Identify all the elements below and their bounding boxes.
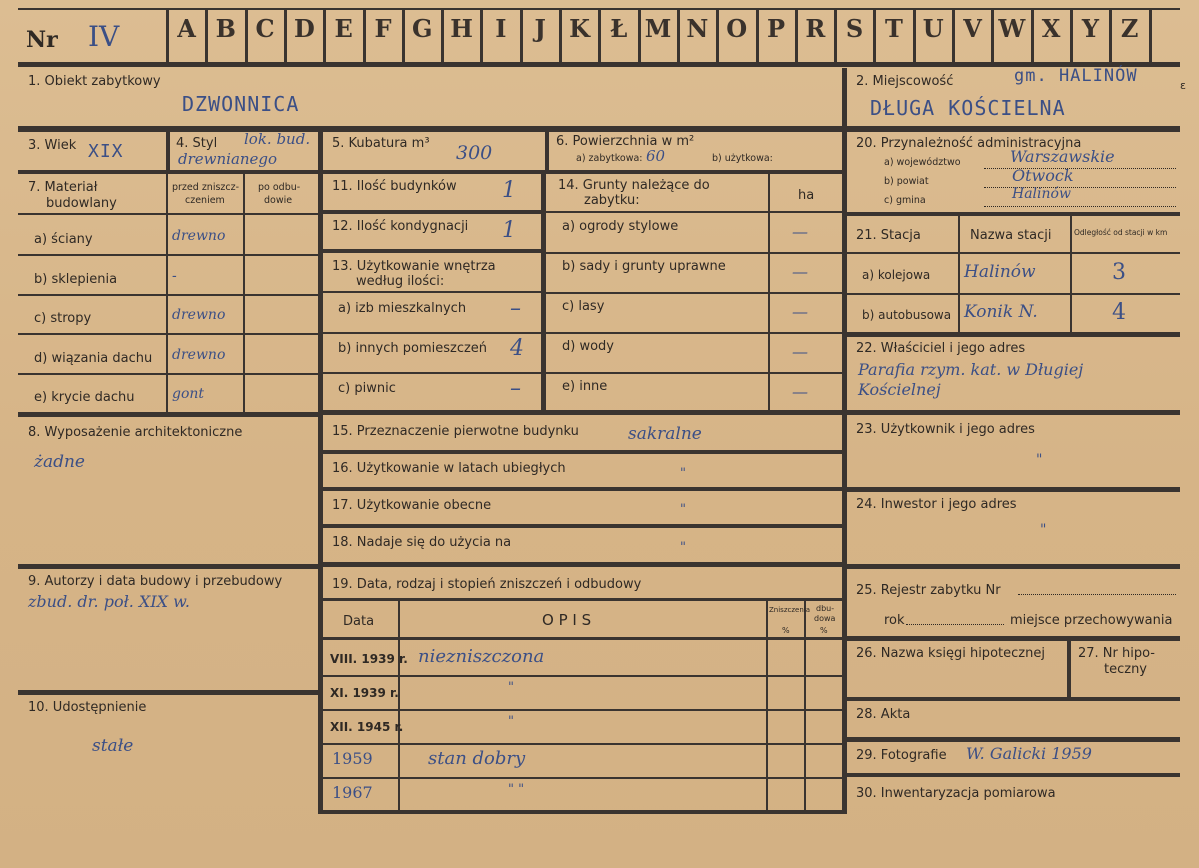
field-19-col-z2: % xyxy=(782,626,790,635)
letter-divider xyxy=(1149,10,1152,62)
index-letter-15: O xyxy=(726,14,748,43)
field-13-label2: według ilości: xyxy=(356,274,445,289)
field-11-label: 11. Ilość budynków xyxy=(332,179,457,194)
rule-16-17 xyxy=(323,487,842,491)
field-6-b-label: b) użytkowa: xyxy=(712,153,773,164)
field-5-value: 300 xyxy=(456,142,493,164)
rule-24-25 xyxy=(847,564,1180,569)
rule-14-15 xyxy=(323,410,842,415)
index-letter-21: V xyxy=(963,14,982,43)
field-2-value: DŁUGA KOŚCIELNA xyxy=(870,96,1066,120)
field-4-label: 4. Styl xyxy=(176,136,218,151)
index-letter-18: S xyxy=(845,14,864,43)
field-19-col-desc: O P I S xyxy=(542,611,592,629)
rule-12-13 xyxy=(323,249,541,253)
material-row-rule xyxy=(18,254,318,256)
field-14-unit: ha xyxy=(798,188,815,203)
field-6-a-value: 60 xyxy=(646,147,666,165)
field-2-label: 2. Miejscowość xyxy=(856,74,954,89)
field-21-row-rule xyxy=(847,293,1180,295)
field-7-label1: 7. Materiał xyxy=(28,180,98,195)
rule-28-29 xyxy=(847,737,1180,742)
index-letter-8: H xyxy=(450,14,473,43)
damage-row-rule xyxy=(323,675,842,677)
material-row-label: d) wiązania dachu xyxy=(34,350,153,366)
header-bottom-rule xyxy=(18,62,1180,67)
land-row-value: — xyxy=(792,222,808,241)
interior-row-label: a) izb mieszkalnych xyxy=(338,301,467,316)
field-7-head-rule xyxy=(18,213,318,215)
field-25-rok-dots xyxy=(906,624,1004,625)
field-25-label: 25. Rejestr zabytku Nr xyxy=(856,583,1001,598)
index-letter-22: W xyxy=(998,14,1026,43)
field-22-value2: Kościelnej xyxy=(858,380,941,399)
nr-value: IV xyxy=(88,20,120,53)
field-19-label: 19. Data, rodzaj i stopień zniszczeń i odbudowy xyxy=(332,577,642,592)
field-14-label1: 14. Grunty należące do xyxy=(558,178,710,193)
rule-26-28 xyxy=(847,697,1180,701)
field-14-label2: zabytku: xyxy=(584,193,640,208)
field-20-c-label: c) gmina xyxy=(884,195,926,206)
material-row-label: c) stropy xyxy=(34,311,92,327)
index-letter-2: B xyxy=(215,14,236,43)
material-row-value: gont xyxy=(172,386,205,403)
rule-8-9 xyxy=(18,564,318,569)
damage-row-desc: " xyxy=(508,714,514,729)
field-11-value: 1 xyxy=(502,178,516,203)
damage-row-desc: " xyxy=(508,680,514,695)
rule-29-30 xyxy=(847,773,1180,777)
material-row-rule xyxy=(18,373,318,375)
field-8-label: 8. Wyposażenie architektoniczne xyxy=(28,425,243,440)
field-24-label: 24. Inwestor i jego adres xyxy=(856,497,1017,512)
land-row-value: — xyxy=(792,382,808,401)
damage-row-rule xyxy=(323,709,842,711)
div-3-4 xyxy=(166,132,170,170)
rule-9-10 xyxy=(18,690,318,695)
land-row-rule xyxy=(546,332,842,334)
rule-17-18 xyxy=(323,524,842,528)
field-28-label: 28. Akta xyxy=(856,707,911,722)
field-10-label: 10. Udostępnienie xyxy=(28,700,147,715)
material-row-label: a) ściany xyxy=(34,232,93,247)
damage-row-rule xyxy=(323,743,842,745)
field-8-value: żadne xyxy=(34,452,85,472)
material-row-value: drewno xyxy=(172,307,226,324)
station-row-name: Halinów xyxy=(964,262,1036,282)
field-20-label: 20. Przynależność administracyjna xyxy=(856,136,1082,151)
station-row-label: b) autobusowa xyxy=(862,308,952,322)
field-15-value: sakralne xyxy=(628,424,702,444)
material-row-rule xyxy=(18,294,318,296)
index-letter-24: Y xyxy=(1081,14,1099,43)
material-row-value: - xyxy=(172,267,177,284)
field-23-label: 23. Użytkownik i jego adres xyxy=(856,422,1035,437)
material-row-value: drewno xyxy=(172,346,226,363)
rule-row3-left xyxy=(18,170,318,174)
nr-label: Nr xyxy=(26,27,58,53)
land-row-label: c) lasy xyxy=(562,299,605,314)
material-row-label: b) sklepienia xyxy=(34,271,118,287)
station-row-label: a) kolejowa xyxy=(862,268,931,282)
damage-row-date: XII. 1945 r. xyxy=(330,720,404,734)
material-row-value: drewno xyxy=(172,228,226,244)
field-19-col-o3: % xyxy=(820,626,828,635)
index-letter-19: T xyxy=(884,14,903,43)
field-27-label2: teczny xyxy=(1104,662,1147,677)
rule-21 xyxy=(847,212,1180,216)
field-19-col-o2: dowa xyxy=(814,614,836,623)
index-letter-25: Z xyxy=(1120,14,1139,43)
field-23-value: " xyxy=(1036,452,1043,468)
damage-row-desc: " " xyxy=(508,782,525,797)
field-2-corner: ε xyxy=(1180,79,1186,92)
field-21-col1 xyxy=(958,216,960,332)
material-row-rule xyxy=(18,333,318,335)
interior-row-value: – xyxy=(510,376,521,401)
div-5-6 xyxy=(545,132,549,170)
station-row-name: Konik N. xyxy=(964,302,1038,322)
field-30-label: 30. Inwentaryzacja pomiarowa xyxy=(856,786,1056,801)
field-25-rok: rok xyxy=(884,613,905,628)
field-19-col-date: Data xyxy=(343,614,375,629)
station-row-dist: 3 xyxy=(1112,260,1126,285)
field-19-col-z1: Zniszczenia xyxy=(769,606,810,614)
rule-19-head xyxy=(323,637,842,640)
index-letter-11: K xyxy=(569,14,590,43)
damage-row-desc: niezniszczona xyxy=(418,646,545,667)
field-5-label: 5. Kubatura m³ xyxy=(332,136,430,151)
field-20-a-value: Warszawskie xyxy=(1010,147,1115,166)
field-4-value1: lok. bud. xyxy=(244,130,311,148)
index-letter-3: C xyxy=(255,14,275,43)
damage-row-rule xyxy=(323,777,842,779)
interior-row-label: b) innych pomieszczeń xyxy=(338,341,488,356)
interior-row-rule xyxy=(323,372,541,374)
rule-11-12 xyxy=(323,210,541,214)
field-29-label: 29. Fotografie xyxy=(856,748,947,763)
damage-row-date: 1967 xyxy=(332,783,373,802)
field-19-col-o1: dbu- xyxy=(816,604,835,613)
interior-row-rule xyxy=(323,332,541,334)
field-17-label: 17. Użytkowanie obecne xyxy=(332,498,492,513)
field-20-c-value: Halinów xyxy=(1012,186,1071,202)
rule-bottom-mid xyxy=(323,810,842,814)
material-row-label: e) krycie dachu xyxy=(34,390,135,406)
rule-15-16 xyxy=(323,450,842,454)
station-row-dist: 4 xyxy=(1112,300,1126,325)
index-letter-23: X xyxy=(1041,14,1061,43)
field-6-label: 6. Powierzchnia w m² xyxy=(556,134,695,149)
field-2-gm: gm. HALINÓW xyxy=(1014,66,1138,86)
field-25-miejsce: miejsce przechowywania xyxy=(1010,613,1173,628)
field-9-label: 9. Autorzy i data budowy i przebudowy xyxy=(28,574,283,589)
field-7-before1: przed zniszcz- xyxy=(172,182,240,193)
field-18-value: " xyxy=(680,540,686,555)
field-17-value: " xyxy=(680,502,686,517)
field-18-label: 18. Nadaje się do użycia na xyxy=(332,535,512,550)
land-row-rule xyxy=(546,292,842,294)
damage-row-date: XI. 1939 r. xyxy=(330,686,399,700)
field-20-a-label: a) województwo xyxy=(884,157,961,168)
damage-row-date: 1959 xyxy=(332,749,373,768)
field-22-label: 22. Właściciel i jego adres xyxy=(856,341,1026,356)
interior-row-value: – xyxy=(510,296,521,321)
field-1-label: 1. Obiekt zabytkowy xyxy=(28,74,161,89)
interior-row-label: c) piwnic xyxy=(338,381,396,396)
field-13-head-rule xyxy=(323,291,541,293)
field-27-label1: 27. Nr hipo- xyxy=(1078,646,1155,661)
land-row-label: a) ogrody stylowe xyxy=(562,219,679,234)
field-7-label2: budowlany xyxy=(46,196,117,211)
index-letter-20: U xyxy=(922,14,944,43)
rule-row1 xyxy=(18,126,1180,132)
field-7-after1: po odbu- xyxy=(258,182,301,193)
field-21-label: 21. Stacja xyxy=(856,228,921,243)
field-20-c-dots xyxy=(984,206,1176,207)
rule-22-23 xyxy=(847,410,1180,415)
field-20-b-value: Otwock xyxy=(1012,166,1074,185)
index-letter-9: I xyxy=(495,14,507,43)
field-4-value2: drewnianego xyxy=(178,150,278,168)
land-row-label: e) inne xyxy=(562,379,608,394)
field-16-label: 16. Użytkowanie w latach ubiegłych xyxy=(332,461,566,476)
index-letter-5: E xyxy=(334,14,353,43)
index-letter-14: N xyxy=(686,14,709,43)
field-12-value: 1 xyxy=(502,218,516,243)
field-3-value: XIX xyxy=(88,141,124,162)
interior-row-value: 4 xyxy=(510,336,524,361)
field-21-head-rule xyxy=(847,252,1180,254)
index-letter-12: Ł xyxy=(610,14,628,43)
field-14-head-rule xyxy=(546,211,842,213)
field-24-value: " xyxy=(1040,522,1047,538)
field-22-value1: Parafia rzym. kat. w Długiej xyxy=(858,360,1084,379)
field-15-label: 15. Przeznaczenie pierwotne budynku xyxy=(332,424,579,439)
index-letter-7: G xyxy=(412,14,433,43)
field-21-col-dist: Odległość od stacji w km xyxy=(1074,228,1168,237)
index-letter-10: J xyxy=(534,14,546,43)
field-21-col-name: Nazwa stacji xyxy=(970,228,1052,243)
land-row-rule xyxy=(546,372,842,374)
rule-25-26 xyxy=(847,636,1180,641)
field-7-after2: dowie xyxy=(264,195,293,206)
field-6-a-label: a) zabytkowa: xyxy=(576,153,643,164)
rule-23-24 xyxy=(847,487,1180,492)
field-29-value: W. Galicki 1959 xyxy=(966,744,1092,763)
rule-18-19 xyxy=(323,562,842,567)
land-row-value: — xyxy=(792,342,808,361)
rule-21-22 xyxy=(847,332,1180,337)
index-letter-1: A xyxy=(177,14,196,43)
land-row-label: d) wody xyxy=(562,339,614,354)
field-12-label: 12. Ilość kondygnacji xyxy=(332,219,469,234)
field-25-nr-dots xyxy=(1018,594,1176,595)
land-row-value: — xyxy=(792,262,808,281)
rule-7-8 xyxy=(18,412,318,417)
field-20-b-label: b) powiat xyxy=(884,176,929,187)
field-3-label: 3. Wiek xyxy=(28,138,77,153)
div-26-27 xyxy=(1067,641,1071,697)
field-10-value: stałe xyxy=(92,736,134,756)
rule-row3-mid xyxy=(323,170,842,174)
col-divider-left xyxy=(318,132,323,814)
land-row-label: b) sady i grunty uprawne xyxy=(562,259,726,274)
field-7-before2: czeniem xyxy=(185,195,225,206)
land-row-value: — xyxy=(792,302,808,321)
land-row-rule xyxy=(546,252,842,254)
damage-row-date: VIII. 1939 r. xyxy=(330,652,408,666)
rule-19-table xyxy=(323,598,842,601)
damage-row-desc: stan dobry xyxy=(428,748,526,769)
index-letter-16: P xyxy=(766,14,786,43)
field-26-label: 26. Nazwa księgi hipotecznej xyxy=(856,646,1045,661)
field-1-value: DZWONNICA xyxy=(182,92,300,116)
col-divider-right xyxy=(842,68,847,814)
index-letter-6: F xyxy=(374,14,392,43)
index-letter-4: D xyxy=(293,14,315,43)
field-9-value: zbud. dr. poł. XIX w. xyxy=(28,592,190,611)
index-letter-17: R xyxy=(805,14,826,43)
field-16-value: " xyxy=(680,466,686,481)
field-13-label1: 13. Użytkowanie wnętrza xyxy=(332,259,496,274)
field-21-col2 xyxy=(1070,216,1072,332)
index-letter-13: M xyxy=(644,14,672,43)
